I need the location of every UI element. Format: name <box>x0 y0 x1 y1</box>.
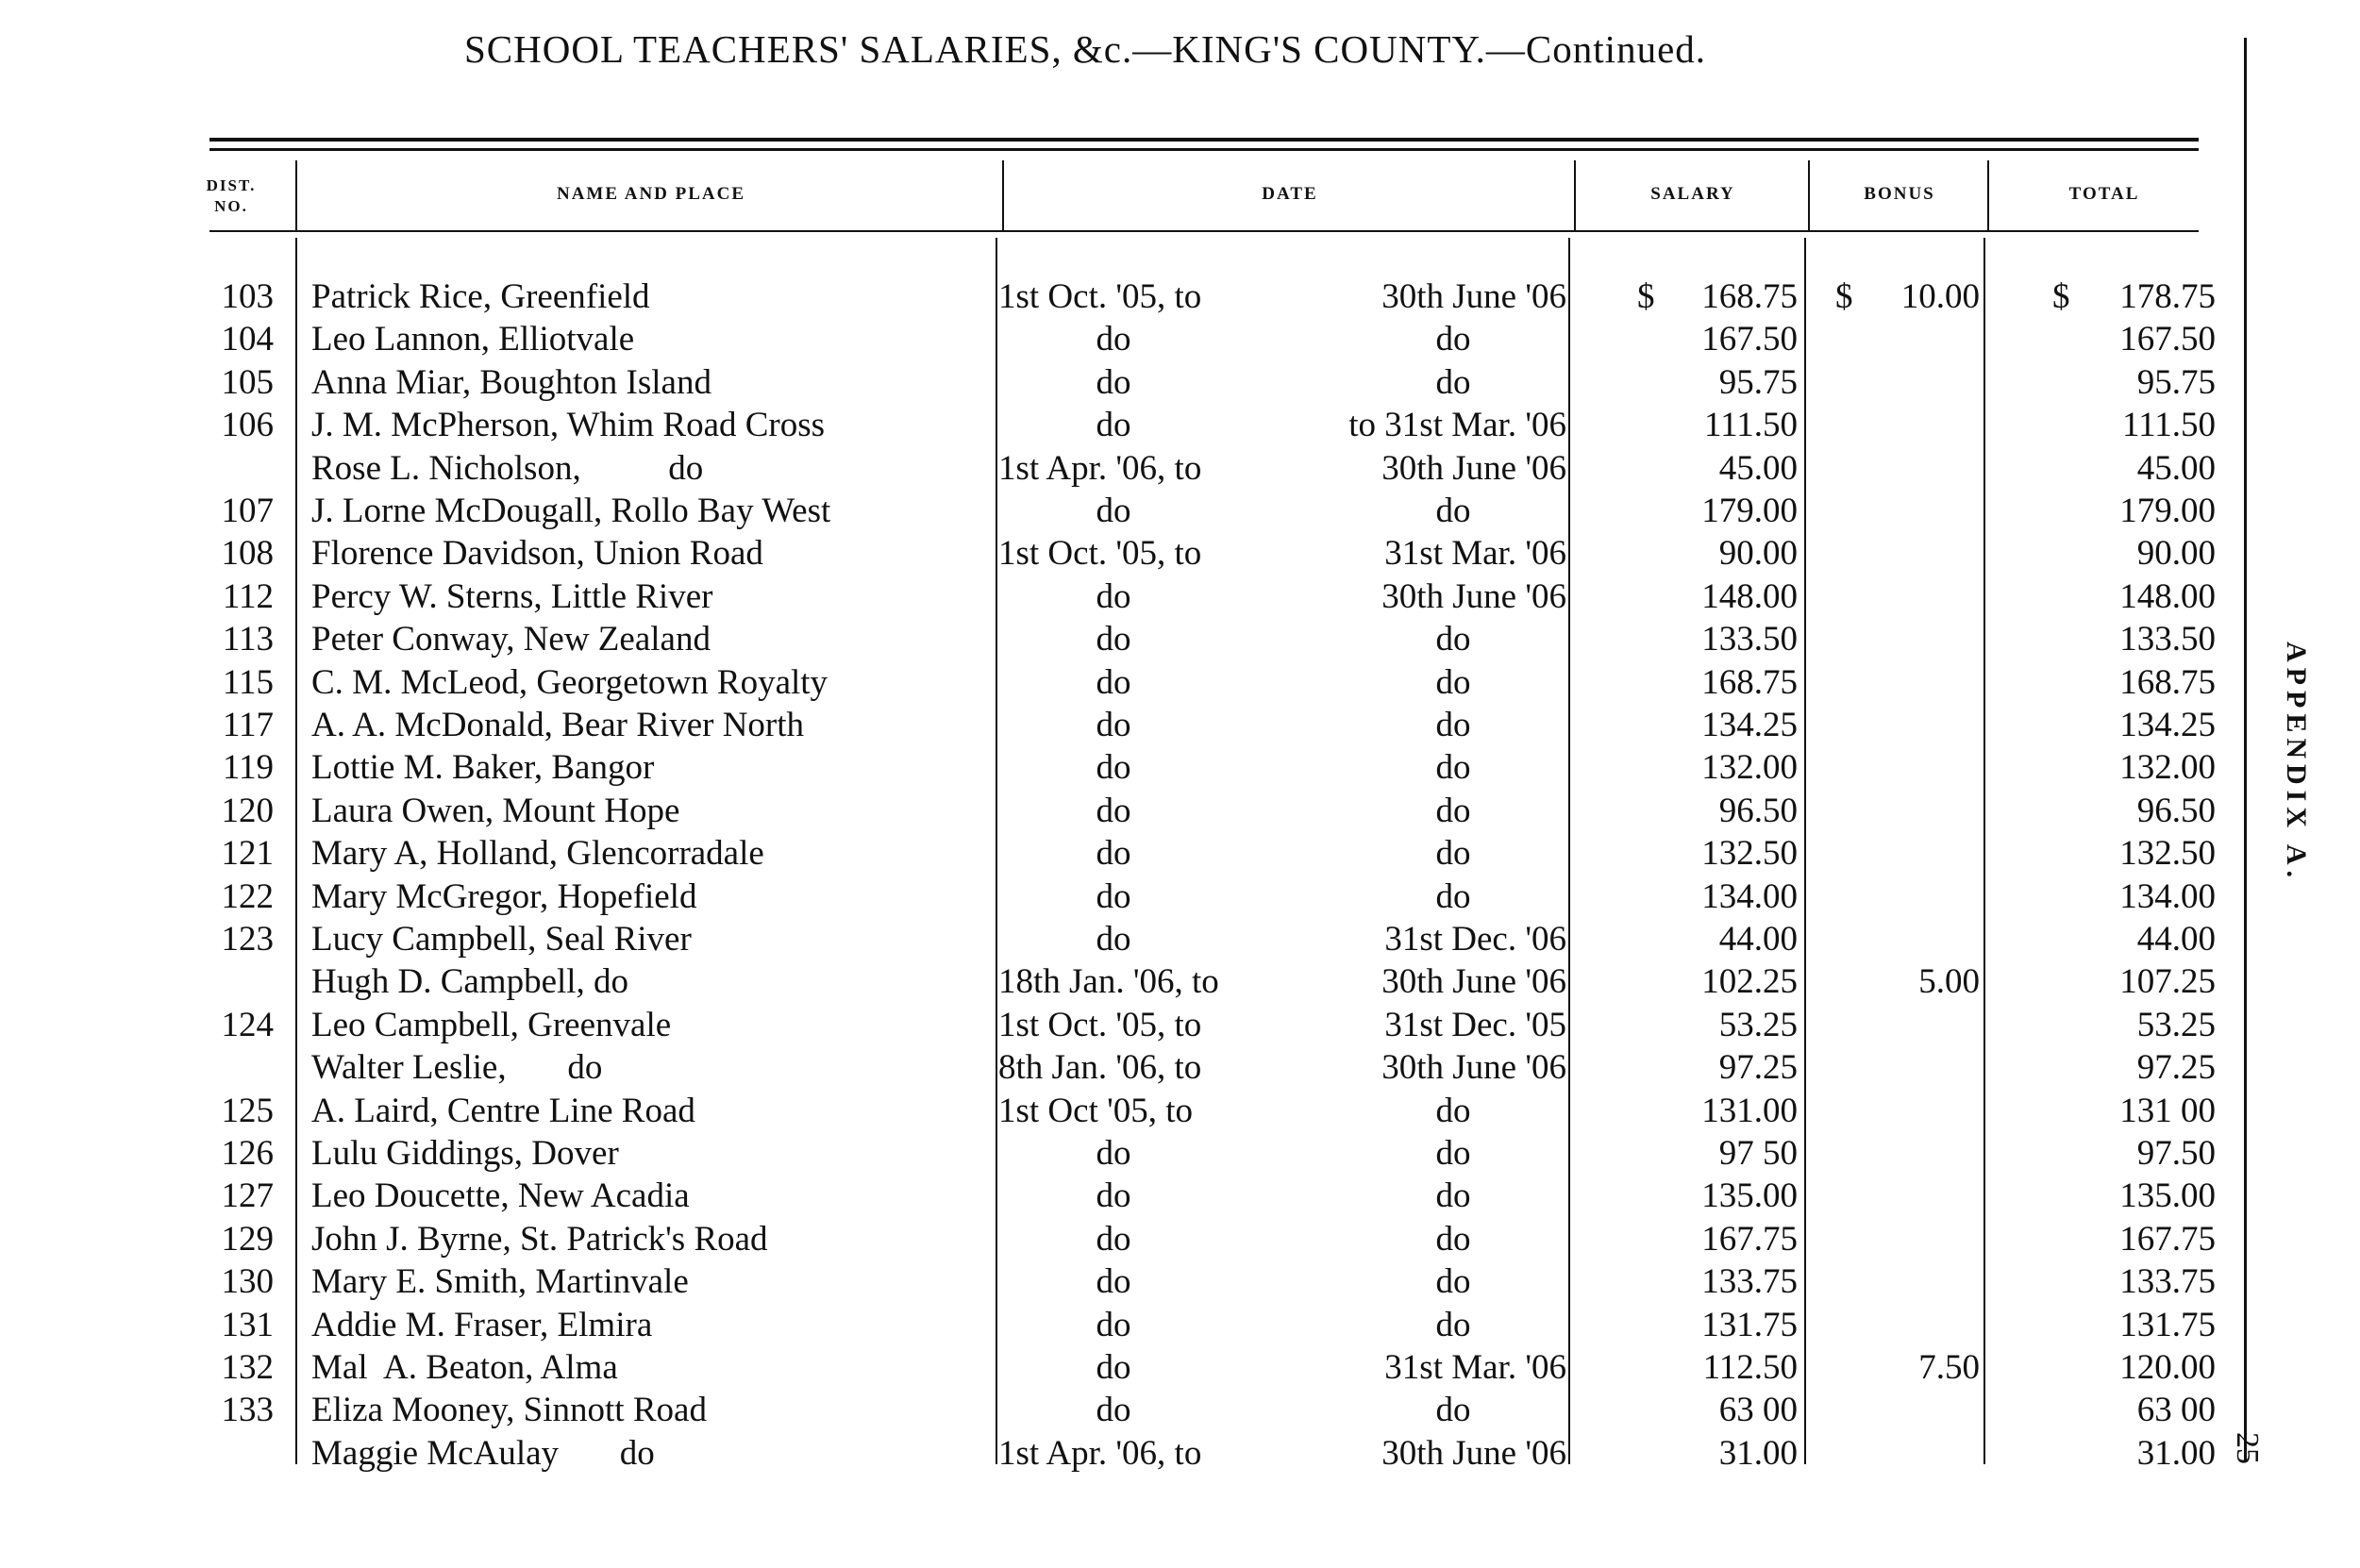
total-value: 95.75 <box>2136 362 2216 402</box>
date-to: do <box>1435 1262 1471 1302</box>
salary-value: 179.00 <box>1701 492 1798 530</box>
table-row <box>0 1132 2265 1175</box>
teacher-name-place: Walter Leslie, do <box>311 1048 603 1088</box>
district-number: 126 <box>221 1134 274 1173</box>
teacher-name-place: Leo Doucette, New Acadia <box>311 1176 690 1216</box>
header-dist-label: DIST. <box>206 176 257 194</box>
district-number: 127 <box>221 1176 274 1216</box>
salary-value: 167.75 <box>1701 1219 1798 1259</box>
teacher-name-place: Laura Owen, Mount Hope <box>311 791 680 830</box>
district-number: 121 <box>221 834 274 874</box>
table-row <box>0 618 2265 660</box>
total-value: 90.00 <box>2136 534 2216 574</box>
teacher-name-place: Mary E. Smith, Martinvale <box>311 1262 689 1302</box>
salary-value: 148.00 <box>1701 576 1798 616</box>
teacher-name-place: Lottie M. Baker, Bangor <box>311 748 655 788</box>
district-number: 120 <box>221 791 274 830</box>
salary-value: 132.50 <box>1701 834 1798 874</box>
total-value: 178.75 <box>2119 277 2216 316</box>
table-row <box>0 404 2265 446</box>
table-row <box>0 361 2265 404</box>
currency-symbol: $ <box>1637 277 1655 316</box>
date-to: do <box>1435 748 1471 788</box>
teacher-name-place: Rose L. Nicholson, do <box>311 448 704 488</box>
district-number: 124 <box>221 1005 274 1044</box>
salary-value: 97 50 <box>1718 1134 1798 1173</box>
total-value: 167.50 <box>2119 320 2216 359</box>
date-to: do <box>1435 706 1471 744</box>
district-number: 131 <box>221 1305 274 1344</box>
teacher-name-place: Mary A, Holland, Glencorradale <box>311 834 764 874</box>
total-value: 167.75 <box>2119 1219 2216 1259</box>
salary-value: 134.00 <box>1701 876 1798 916</box>
date-from: do <box>1096 492 1131 530</box>
date-from: do <box>1096 662 1131 702</box>
date-to: 30th June '06 <box>1381 576 1566 616</box>
total-value: 111.50 <box>2121 406 2216 445</box>
teacher-name-place: Hugh D. Campbell, do <box>311 962 629 1002</box>
total-value: 134.25 <box>2119 706 2216 744</box>
salary-value: 132.00 <box>1701 748 1798 788</box>
column-divider <box>1002 160 1004 232</box>
teacher-name-place: Lucy Campbell, Seal River <box>311 920 692 959</box>
teacher-name-place: Maggie McAulay do <box>311 1433 655 1473</box>
district-number: 113 <box>222 620 274 659</box>
table-row <box>0 918 2265 960</box>
teacher-name-place: Eliza Mooney, Sinnott Road <box>311 1391 707 1430</box>
table-row <box>0 876 2265 918</box>
date-to: do <box>1435 662 1471 702</box>
date-to: do <box>1435 320 1471 359</box>
total-value: 168.75 <box>2119 662 2216 702</box>
total-value: 63 00 <box>2136 1391 2216 1430</box>
total-value: 132.00 <box>2119 748 2216 788</box>
column-divider <box>1808 160 1810 232</box>
date-from: 8th Jan. '06, to <box>998 1048 1202 1088</box>
date-from: do <box>1096 748 1131 788</box>
total-value: 53.25 <box>2136 1005 2216 1044</box>
page-title: SCHOOL TEACHERS' SALARIES, &c.—KING'S COUNTY.—Continued. <box>463 27 1707 71</box>
district-number: 119 <box>222 748 274 788</box>
salary-value: 111.50 <box>1703 406 1798 445</box>
teacher-name-place: A. Laird, Centre Line Road <box>311 1091 695 1130</box>
table-row <box>0 1432 2265 1475</box>
table-row <box>0 704 2265 746</box>
date-to: 30th June '06 <box>1381 1048 1566 1088</box>
total-value: 135.00 <box>2119 1176 2216 1216</box>
teacher-name-place: C. M. McLeod, Georgetown Royalty <box>311 662 829 702</box>
teacher-name-place: Anna Miar, Boughton Island <box>311 362 711 402</box>
teacher-name-place: Leo Lannon, Elliotvale <box>311 320 635 359</box>
total-value: 107.25 <box>2119 962 2216 1002</box>
date-from: do <box>1096 1134 1131 1173</box>
total-value: 131.75 <box>2119 1305 2216 1344</box>
teacher-name-place: Mary McGregor, Hopefield <box>311 876 697 916</box>
header-date: DATE <box>1262 184 1318 204</box>
table-row <box>0 1389 2265 1431</box>
district-number: 108 <box>221 534 274 574</box>
table-row <box>0 832 2265 875</box>
salary-value: 95.75 <box>1718 362 1798 402</box>
date-from: do <box>1096 834 1131 874</box>
date-from: do <box>1096 320 1131 359</box>
date-to: do <box>1435 1305 1471 1344</box>
date-from: do <box>1096 1219 1131 1259</box>
table-row <box>0 447 2265 490</box>
teacher-name-place: Florence Davidson, Union Road <box>311 534 763 574</box>
date-from: do <box>1096 706 1131 744</box>
bonus-value: 10.00 <box>1900 277 1980 316</box>
total-value: 45.00 <box>2136 448 2216 488</box>
date-to: do <box>1435 620 1471 659</box>
date-to: 30th June '06 <box>1381 277 1566 316</box>
table-row <box>0 1260 2265 1303</box>
date-from: 1st Oct. '05, to <box>998 277 1202 316</box>
bonus-value: 5.00 <box>1918 962 1980 1002</box>
date-to: do <box>1435 876 1471 916</box>
district-number: 115 <box>222 662 274 702</box>
column-divider <box>295 160 297 232</box>
salary-value: 102.25 <box>1701 962 1798 1002</box>
currency-symbol: $ <box>2052 277 2070 316</box>
total-value: 133.50 <box>2119 620 2216 659</box>
date-to: to 31st Mar. '06 <box>1348 406 1566 445</box>
district-number: 103 <box>221 277 274 316</box>
date-from: do <box>1096 406 1131 445</box>
table-row <box>0 746 2265 789</box>
date-to: do <box>1435 362 1471 402</box>
bonus-value: 7.50 <box>1918 1348 1980 1387</box>
table-row <box>0 960 2265 1003</box>
table-row <box>0 1175 2265 1217</box>
top-rule-second <box>209 148 2199 151</box>
total-value: 131 00 <box>2119 1091 2216 1130</box>
salary-value: 167.50 <box>1701 320 1798 359</box>
table-row <box>0 1004 2265 1046</box>
date-from: 1st Oct '05, to <box>998 1091 1194 1130</box>
teacher-name-place: A. A. McDonald, Bear River North <box>311 706 805 744</box>
date-from: 1st Apr. '06, to <box>998 448 1202 488</box>
date-from: do <box>1096 1305 1131 1344</box>
table-row <box>0 1346 2265 1389</box>
table-row <box>0 532 2265 575</box>
date-from: do <box>1096 620 1131 659</box>
salary-value: 133.75 <box>1701 1262 1798 1302</box>
date-to: do <box>1435 1091 1471 1130</box>
date-to: do <box>1435 1219 1471 1259</box>
district-number: 106 <box>221 406 274 445</box>
salary-value: 97.25 <box>1718 1048 1798 1088</box>
column-divider <box>1574 160 1576 232</box>
total-value: 148.00 <box>2119 576 2216 616</box>
date-from: do <box>1096 791 1131 830</box>
total-value: 120.00 <box>2119 1348 2216 1387</box>
header-bonus: BONUS <box>1864 184 1935 204</box>
date-to: 31st Dec. '06 <box>1384 920 1566 959</box>
teacher-name-place: Patrick Rice, Greenfield <box>311 277 650 316</box>
table-row <box>0 790 2265 832</box>
salary-value: 134.25 <box>1701 706 1798 744</box>
total-value: 97.50 <box>2136 1134 2216 1173</box>
district-number: 130 <box>221 1262 274 1302</box>
salary-value: 31.00 <box>1718 1433 1798 1473</box>
salary-value: 90.00 <box>1718 534 1798 574</box>
salary-value: 112.50 <box>1702 1348 1798 1387</box>
date-from: do <box>1096 362 1131 402</box>
total-value: 134.00 <box>2119 876 2216 916</box>
currency-symbol: $ <box>1835 277 1853 316</box>
total-value: 97.25 <box>2136 1048 2216 1088</box>
table-row <box>0 575 2265 618</box>
district-number: 123 <box>221 920 274 959</box>
header-no-label: NO. <box>214 197 248 215</box>
date-to: 30th June '06 <box>1381 1433 1566 1473</box>
district-number: 122 <box>221 876 274 916</box>
date-from: 1st Oct. '05, to <box>998 1005 1202 1044</box>
salary-value: 44.00 <box>1718 920 1798 959</box>
salary-value: 53.25 <box>1718 1005 1798 1044</box>
total-value: 44.00 <box>2136 920 2216 959</box>
table-row <box>0 275 2265 318</box>
table-row <box>0 1218 2265 1260</box>
date-to: do <box>1435 791 1471 830</box>
teacher-name-place: Percy W. Sterns, Little River <box>311 576 713 616</box>
table-row <box>0 1046 2265 1089</box>
header-total: TOTAL <box>2068 184 2140 204</box>
date-to: 31st Mar. '06 <box>1384 534 1566 574</box>
salary-value: 63 00 <box>1718 1391 1798 1430</box>
total-value: 133.75 <box>2119 1262 2216 1302</box>
salary-value: 133.50 <box>1701 620 1798 659</box>
district-number: 117 <box>222 706 274 744</box>
teacher-name-place: Peter Conway, New Zealand <box>311 620 711 659</box>
teacher-name-place: John J. Byrne, St. Patrick's Road <box>311 1219 768 1259</box>
date-from: do <box>1096 576 1131 616</box>
table-row <box>0 490 2265 532</box>
total-value: 96.50 <box>2136 791 2216 830</box>
date-from: do <box>1096 876 1131 916</box>
total-value: 179.00 <box>2119 492 2216 530</box>
salary-value: 131.75 <box>1701 1305 1798 1344</box>
date-from: 1st Apr. '06, to <box>998 1433 1202 1473</box>
date-to: do <box>1435 1134 1471 1173</box>
table-row <box>0 1304 2265 1346</box>
date-to: 31st Dec. '05 <box>1384 1005 1566 1044</box>
date-from: 18th Jan. '06, to <box>998 962 1219 1002</box>
teacher-name-place: J. Lorne McDougall, Rollo Bay West <box>311 492 831 530</box>
header-dist-no <box>198 175 264 217</box>
date-from: do <box>1096 1348 1131 1387</box>
header-salary: SALARY <box>1650 184 1735 204</box>
district-number: 125 <box>221 1091 274 1130</box>
date-to: 31st Mar. '06 <box>1384 1348 1566 1387</box>
district-number: 129 <box>221 1219 274 1259</box>
date-from: do <box>1096 1262 1131 1302</box>
salary-value: 168.75 <box>1701 662 1798 702</box>
salary-value: 96.50 <box>1718 791 1798 830</box>
date-to: do <box>1435 1176 1471 1216</box>
teacher-name-place: Lulu Giddings, Dover <box>311 1134 619 1173</box>
table-row <box>0 1090 2265 1132</box>
date-to: do <box>1435 492 1471 530</box>
district-number: 132 <box>221 1348 274 1387</box>
date-to: 30th June '06 <box>1381 962 1566 1002</box>
column-divider <box>1987 160 1989 232</box>
total-value: 31.00 <box>2136 1433 2216 1473</box>
teacher-name-place: Leo Campbell, Greenvale <box>311 1005 672 1044</box>
page-margin-rule <box>2244 38 2247 1462</box>
header-bottom-rule <box>209 230 2199 232</box>
appendix-label: APPENDIX A. <box>2281 642 2312 884</box>
date-from: do <box>1096 1176 1131 1216</box>
teacher-name-place: Mal A. Beaton, Alma <box>311 1348 618 1387</box>
salary-value: 135.00 <box>1701 1176 1798 1216</box>
table-row <box>0 318 2265 360</box>
date-from: do <box>1096 920 1131 959</box>
table-row <box>0 661 2265 704</box>
salary-value: 131.00 <box>1701 1091 1798 1130</box>
date-to: 30th June '06 <box>1381 448 1566 488</box>
district-number: 107 <box>221 492 274 530</box>
salary-value: 45.00 <box>1718 448 1798 488</box>
district-number: 105 <box>221 362 274 402</box>
total-value: 132.50 <box>2119 834 2216 874</box>
teacher-name-place: Addie M. Fraser, Elmira <box>311 1305 653 1344</box>
page-number: 25 <box>2230 1432 2265 1464</box>
teacher-name-place: J. M. McPherson, Whim Road Cross <box>311 406 826 445</box>
date-from: do <box>1096 1391 1131 1430</box>
top-rule <box>209 138 2199 142</box>
district-number: 112 <box>222 576 274 616</box>
date-to: do <box>1435 834 1471 874</box>
header-name-and-place: NAME AND PLACE <box>556 184 746 204</box>
date-from: 1st Oct. '05, to <box>998 534 1202 574</box>
salary-value: 168.75 <box>1701 277 1798 316</box>
district-number: 133 <box>221 1391 274 1430</box>
district-number: 104 <box>221 320 274 359</box>
date-to: do <box>1435 1391 1471 1430</box>
